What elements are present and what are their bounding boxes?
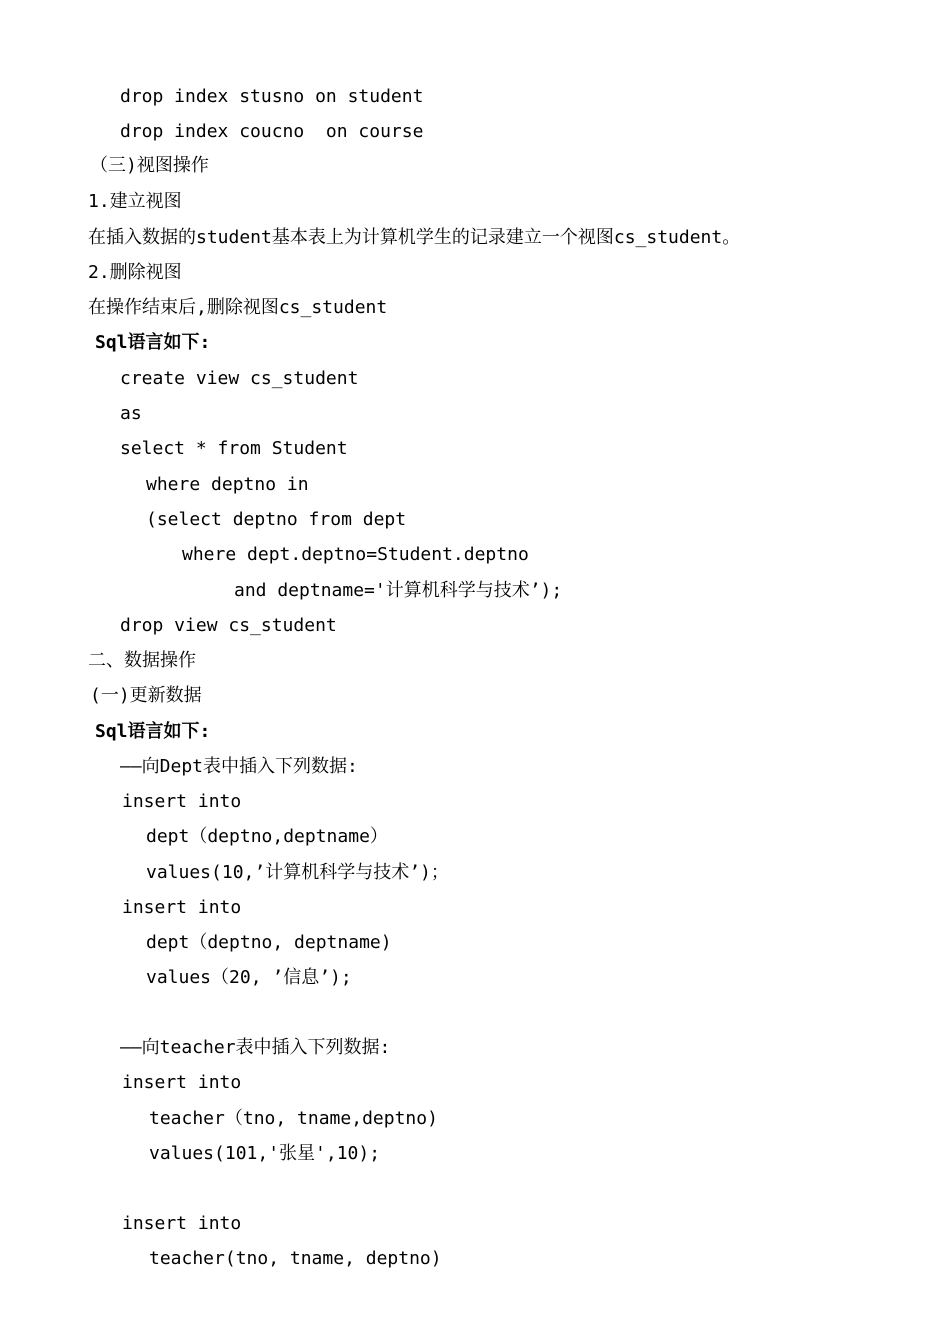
code-line: insert into — [122, 1072, 242, 1093]
code-line: values（20, ’信息’); — [146, 967, 352, 988]
code-line: drop index coucno on course — [120, 121, 424, 142]
code-line: drop view cs_student — [120, 615, 337, 636]
code-line: teacher(tno, tname, deptno) — [149, 1248, 442, 1269]
paragraph: 在插入数据的student基本表上为计算机学生的记录建立一个视图cs_student。 — [88, 227, 741, 248]
code-line: (select deptno from dept — [146, 509, 407, 530]
code-line: dept（deptno,deptname） — [146, 826, 388, 847]
section-heading: （三)视图操作 — [90, 155, 209, 176]
subheading: 1.建立视图 — [88, 191, 182, 212]
code-line: create view cs_student — [120, 368, 359, 389]
subheading: 2.删除视图 — [88, 262, 182, 283]
section-heading: 二、数据操作 — [88, 650, 196, 671]
section-heading: (一)更新数据 — [90, 685, 202, 706]
code-line: drop index stusno on student — [120, 86, 424, 107]
code-line: as — [120, 403, 142, 424]
code-line: values(101,'张星',10); — [149, 1143, 381, 1164]
code-line: and deptname='计算机科学与技术’); — [234, 580, 563, 601]
code-line: teacher（tno, tname,deptno) — [149, 1108, 438, 1129]
code-line: select * from Student — [120, 438, 348, 459]
code-line: dept（deptno, deptname) — [146, 932, 392, 953]
paragraph: 在操作结束后,删除视图cs_student — [88, 297, 388, 318]
code-comment: ——向Dept表中插入下列数据: — [120, 756, 358, 777]
sql-label: Sql语言如下: — [95, 721, 211, 742]
code-comment: ——向teacher表中插入下列数据: — [120, 1037, 391, 1058]
code-line: where dept.deptno=Student.deptno — [182, 544, 529, 565]
code-line: insert into — [122, 791, 242, 812]
sql-label: Sql语言如下: — [95, 332, 211, 353]
code-line: values(10,’计算机科学与技术’)； — [146, 862, 449, 883]
code-line: insert into — [122, 897, 242, 918]
code-line: insert into — [122, 1213, 242, 1234]
code-line: where deptno in — [146, 474, 309, 495]
